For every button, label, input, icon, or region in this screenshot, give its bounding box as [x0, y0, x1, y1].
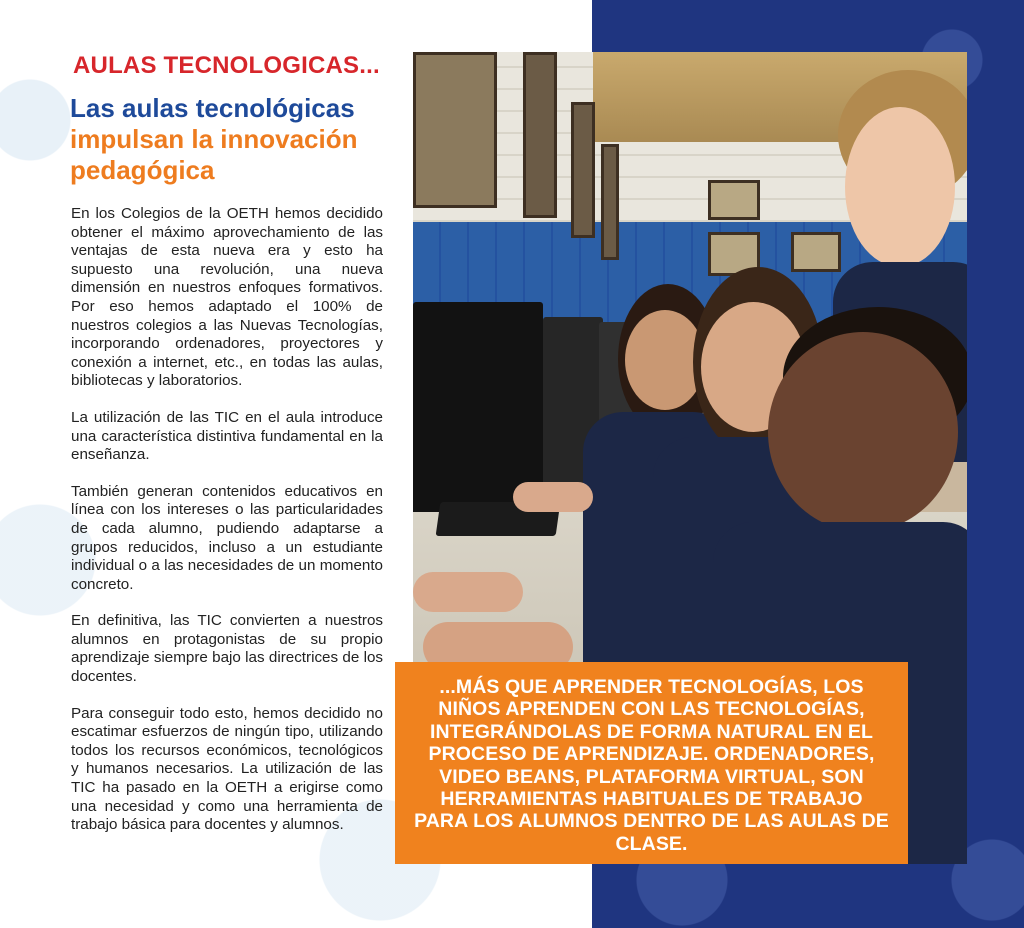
article-body — [71, 205, 383, 853]
paragraph-2: La utilización de las TIC en el aula introduce una característica distintiva fundamental en la enseñanza. — [71, 408, 383, 464]
callout-text: ...MÁS QUE APRENDER TECNOLOGÍAS, LOS NIÑOS APRENDEN CON LAS TECNOLOGÍAS, INTEGRÁNDOLAS DE FORMA NATURAL EN EL PROCESO DE APRENDIZAJE. ORDENADORES, VIDEO BEANS, PLATAFORMA VIRTUAL, SON HERRAMIENTAS HABITUALES DE TRABAJO PARA LOS ALUMNOS DENTRO DE LAS AULAS DE CLASE. — [414, 676, 889, 855]
hand-on-keyboard — [513, 482, 593, 512]
paragraph-1: En los Colegios de la OETH hemos decidido obtener el máximo aprovechamiento de las ventajas de esta nueva era y esto ha supuesto una revolución, una nueva dimensión en nuestros enfoques formativos. Por eso hemos adaptado el 100% de nuestros colegios a las Nuevas Tecnologías, incorporando ordenadores, proyectores y conexión a internet, etc., en todas las aulas, bibliotecas y laboratorios. — [71, 205, 383, 390]
headline-blue-part: Las aulas tecnológicas — [70, 93, 355, 123]
wall-frame — [523, 52, 557, 218]
wall-frame — [708, 180, 760, 220]
page-headline — [70, 93, 390, 186]
paragraph-4: En definitiva, las TIC convierten a nuestros alumnos en protagonistas de su propio aprendizaje siempre bajo las directrices de los docentes. — [71, 612, 383, 686]
paragraph-3: También generan contenidos educativos en línea con los intereses o las particularidades de cada alumno, pudiendo adaptarse a grupos reducidos, incluso a un estudiante individual o a las necesidades de un momento concreto. — [71, 482, 383, 593]
headline-orange-part: impulsan la innovación pedagógica — [70, 124, 358, 185]
section-kicker: AULAS TECNOLOGICAS... — [73, 52, 380, 79]
paragraph-5: Para conseguir todo esto, hemos decidido no escatimar esfuerzos de ningún tipo, utilizando todos los recursos económicos, tecnológicos y humanos necesarios. La utilización de las TIC ha pasado en la OETH a erigirse como una necesidad y como una herramienta de trabajo básica para docentes y alumnos. — [71, 704, 383, 834]
wall-frame — [571, 102, 595, 238]
wall-frame — [791, 232, 841, 272]
wall-frame — [413, 52, 497, 208]
orange-callout-box — [395, 662, 908, 864]
hand-on-mouse — [413, 572, 523, 612]
wall-frame — [601, 144, 619, 260]
